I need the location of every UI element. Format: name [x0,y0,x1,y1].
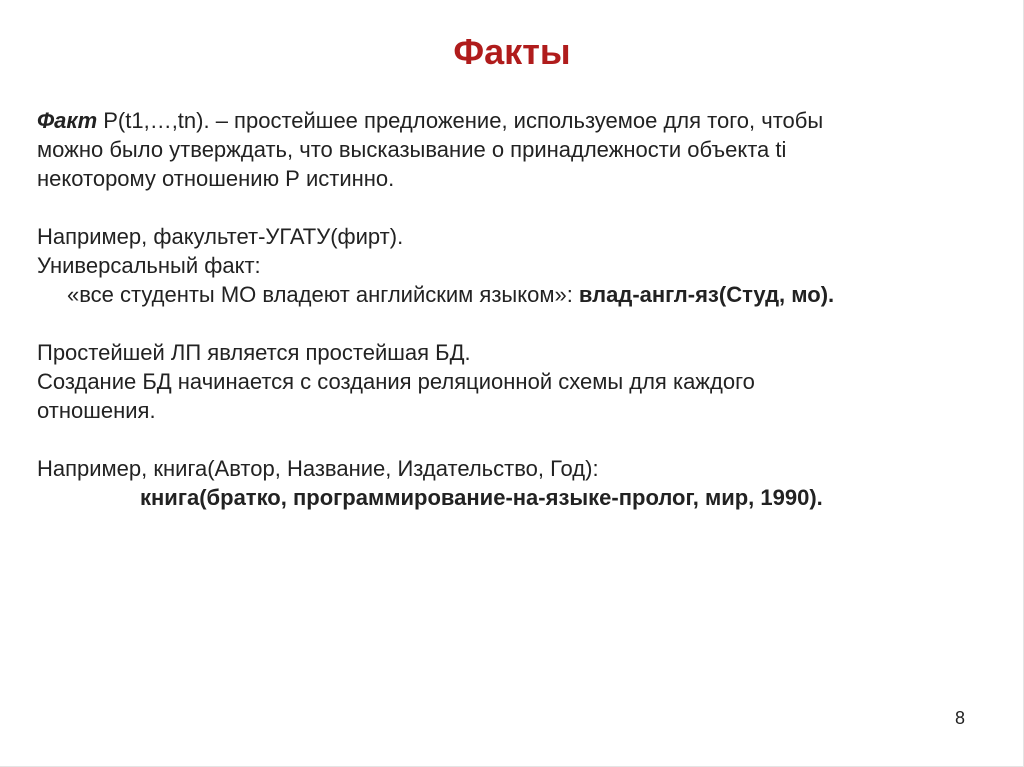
book-schema-line: Например, книга(Автор, Название, Издательство, Год): [37,456,599,481]
book-fact-example: книга(братко, программирование-на-языке-пролог, мир, 1990). [140,485,823,510]
db-creation-line-2: отношения. [37,398,156,423]
universal-fact-heading: Универсальный факт: [37,253,261,278]
fact-term: Факт [37,108,98,133]
universal-fact-formula: влад-англ-яз(Студ, мо). [578,282,835,307]
slide-body [37,106,997,512]
fact-definition-line-1 [37,106,997,135]
universal-fact-quote: «все студенты МО владеют английским языком»: [67,282,579,307]
slide-title: Факты [453,31,571,72]
fact-definition-text: P(t1,…,tn). – простейшее предложение, используемое для того, чтобы [97,108,824,133]
fact-definition-line-3: некоторому отношению Р истинно. [37,166,395,191]
universal-fact-example [37,280,997,309]
spacer [37,425,997,454]
db-creation-line-1: Создание БД начинается с создания реляционной схемы для каждого [37,369,755,394]
spacer [37,309,997,338]
example-fact-line: Например, факультет-УГАТУ(фирт). [37,224,404,249]
simplest-lp-line: Простейшей ЛП является простейшая БД. [37,340,471,365]
fact-definition-line-2: можно было утверждать, что высказывание о принадлежности объекта ti [37,137,787,162]
spacer [37,193,997,222]
page-number: 8 [954,708,965,728]
